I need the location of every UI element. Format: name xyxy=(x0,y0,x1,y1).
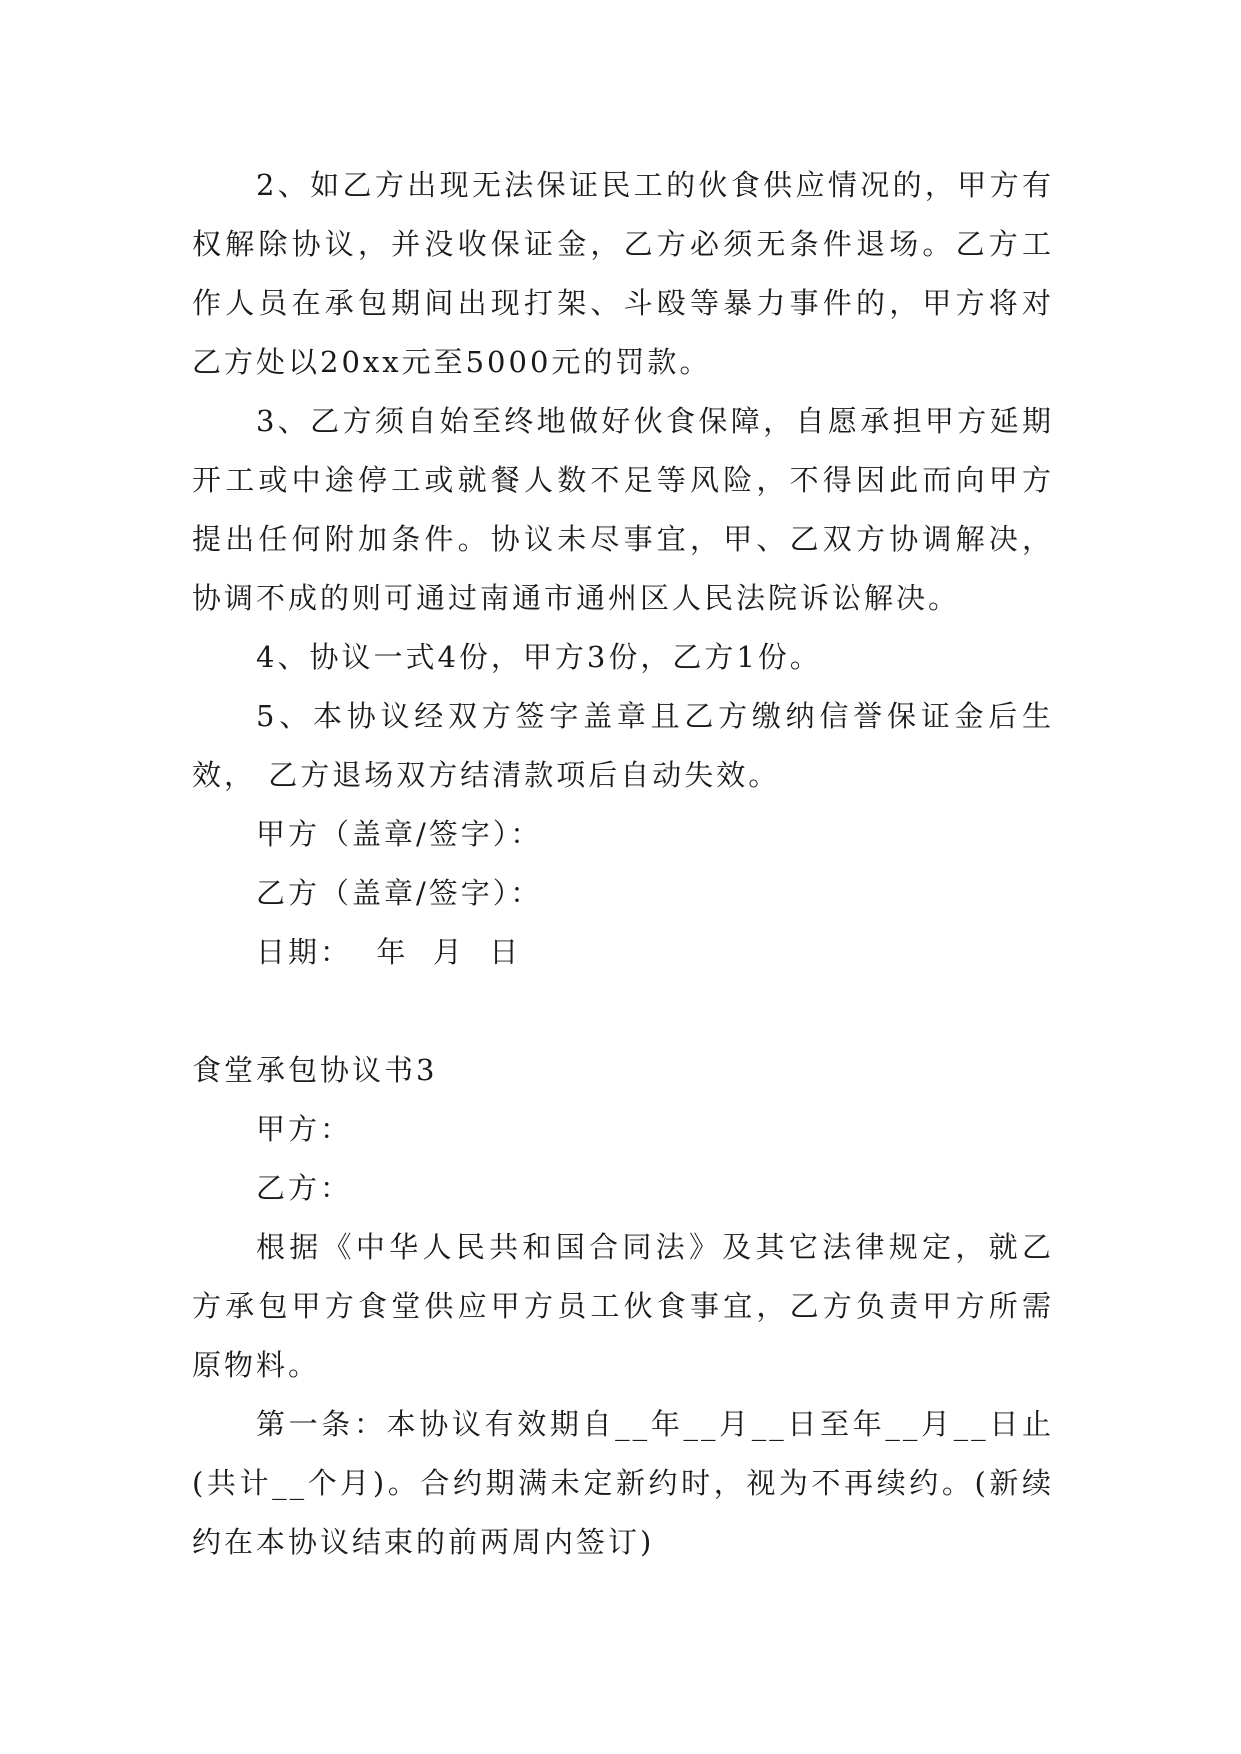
clause-5: 5、本协议经双方签字盖章且乙方缴纳信誉保证金后生效， 乙方退场双方结清款项后自动失效。 xyxy=(192,699,1054,792)
clause-2: 2、如乙方出现无法保证民工的伙食供应情况的，甲方有权解除协议，并没收保证金，乙方必须无条件退场。乙方工作人员在承包期间出现打架、斗殴等暴力事件的，甲方将对乙方处以20xx元至5000元的罚款。 xyxy=(192,168,1054,379)
party-b-label: 乙方： xyxy=(256,1171,353,1205)
signature-party-b: 乙方（盖章/签字）： xyxy=(256,876,543,910)
clause-3: 3、乙方须自始至终地做好伙食保障，自愿承担甲方延期开工或中途停工或就餐人数不足等风险，不得因此而向甲方提出任何附加条件。协议未尽事宜，甲、乙双方协调解决，协调不成的则可通过南通市通州区人民法院诉讼解决。 xyxy=(192,404,1054,615)
signature-party-a: 甲方（盖章/签字）： xyxy=(256,817,543,851)
party-a-label: 甲方： xyxy=(256,1112,353,1146)
section-spacer xyxy=(192,982,1054,1041)
document-body xyxy=(192,156,1054,1572)
article-1: 第一条：本协议有效期自__年__月__日至年__月__日止(共计__个月)。合约期满未定新约时，视为不再续约。(新续约在本协议结束的前两周内签订) xyxy=(192,1407,1054,1559)
section-title: 食堂承包协议书3 xyxy=(192,1053,438,1087)
clause-4: 4、协议一式4份，甲方3份，乙方1份。 xyxy=(256,640,822,674)
signature-date: 日期： 年 月 日 xyxy=(256,935,522,969)
preamble-paragraph: 根据《中华人民共和国合同法》及其它法律规定，就乙方承包甲方食堂供应甲方员工伙食事宜，乙方负责甲方所需原物料。 xyxy=(192,1230,1054,1382)
